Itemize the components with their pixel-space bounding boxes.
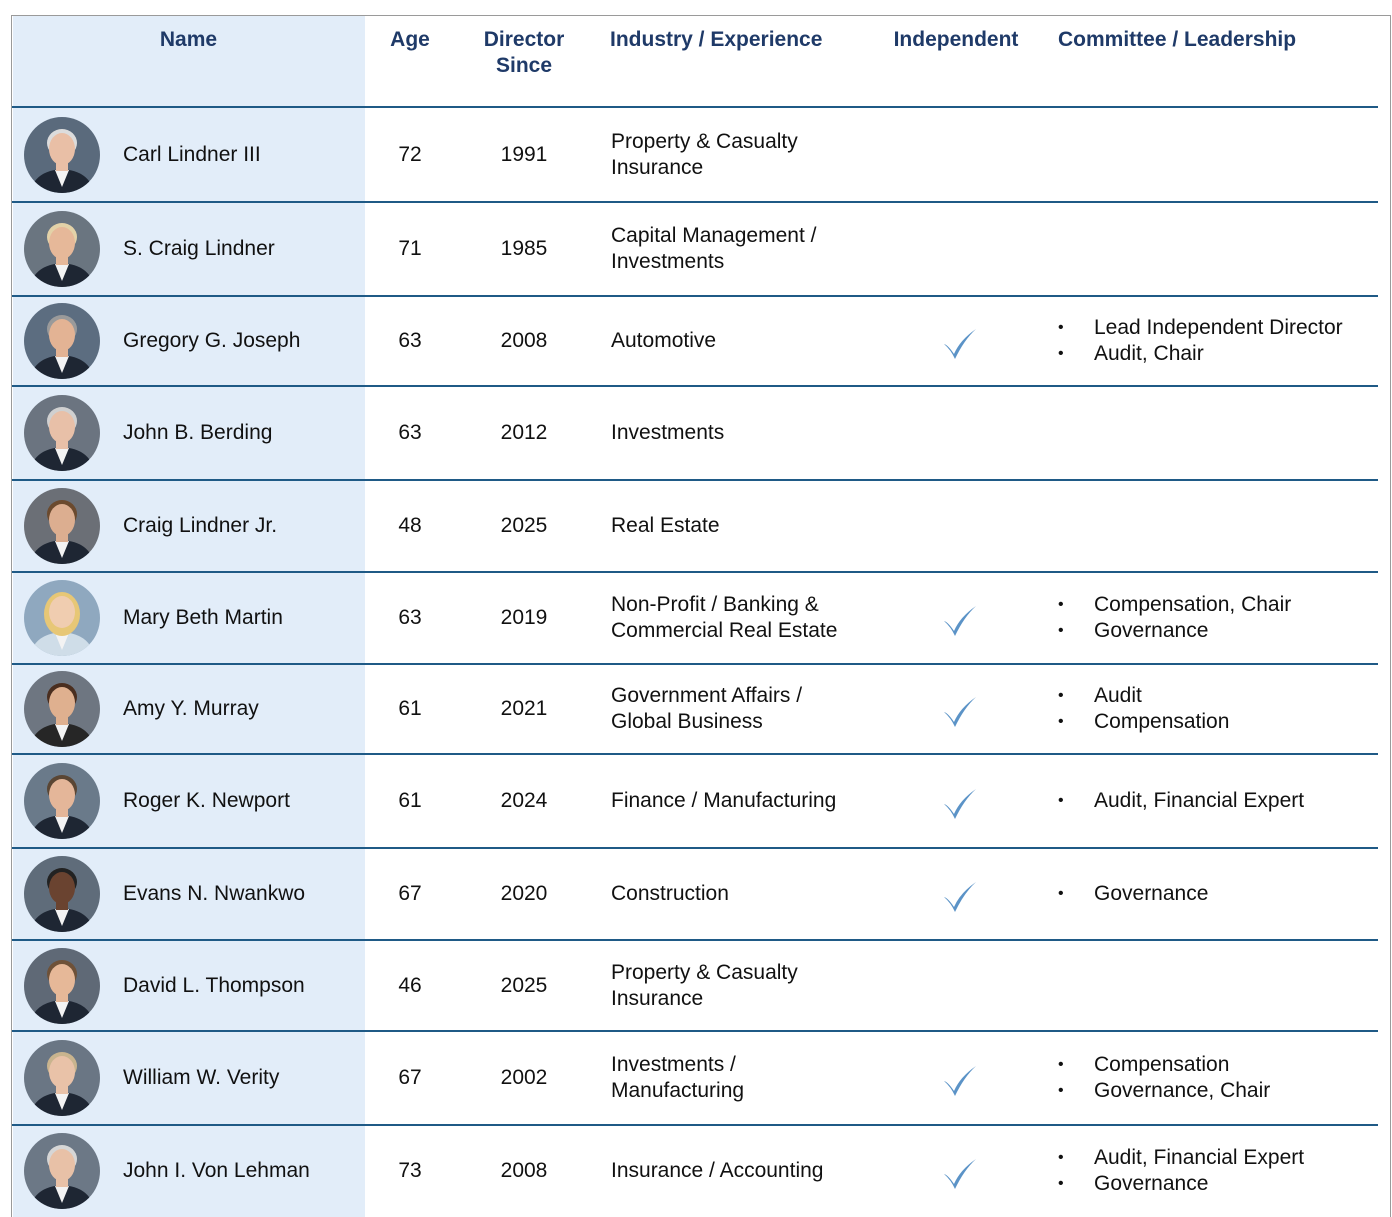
row-divider (12, 571, 1378, 573)
director-industry (611, 960, 881, 1012)
director-industry (611, 1052, 881, 1104)
industry-line: Government Affairs / (611, 684, 803, 707)
committee-item: • Governance (1058, 1171, 1304, 1197)
director-photo (24, 948, 100, 1024)
director-name: John B. Berding (123, 421, 273, 444)
director-age: 63 (398, 329, 422, 352)
industry-line: Automotive (611, 329, 717, 352)
director-name: Evans N. Nwankwo (123, 882, 306, 905)
row-divider (12, 663, 1378, 665)
director-industry (611, 881, 881, 907)
director-industry (611, 129, 881, 181)
industry-line: Commercial Real Estate (611, 619, 838, 642)
checkmark-icon (942, 1156, 978, 1190)
director-since: 1985 (500, 237, 548, 260)
row-divider (12, 295, 1378, 297)
header-age: Age (390, 28, 430, 51)
director-since: 2008 (500, 1159, 548, 1182)
director-photo (24, 488, 100, 564)
committee-item: • Lead Independent Director (1058, 315, 1343, 341)
director-name: Craig Lindner Jr. (123, 514, 278, 537)
director-name: Gregory G. Joseph (123, 329, 301, 352)
director-industry (611, 513, 881, 539)
director-age: 63 (398, 606, 422, 629)
industry-line: Finance / Manufacturing (611, 789, 837, 812)
director-since: 1991 (500, 143, 548, 166)
director-age: 72 (398, 143, 422, 166)
row-divider (12, 753, 1378, 755)
director-name: Amy Y. Murray (123, 697, 259, 720)
director-age: 67 (398, 882, 422, 905)
committee-item: • Governance (1058, 881, 1208, 907)
director-since: 2025 (500, 514, 548, 537)
committee-list (1058, 683, 1229, 735)
committee-list (1058, 881, 1208, 907)
row-divider (12, 106, 1378, 108)
industry-line: Manufacturing (611, 1079, 745, 1102)
row-divider (12, 385, 1378, 387)
director-industry (611, 328, 881, 354)
director-photo (24, 1040, 100, 1116)
committee-item: • Audit, Financial Expert (1058, 788, 1304, 814)
director-industry (611, 223, 881, 275)
director-age: 61 (398, 697, 422, 720)
industry-line: Property & Casualty (611, 960, 798, 984)
row-divider (12, 479, 1378, 481)
industry-line: Capital Management / (611, 224, 817, 247)
industry-line: Global Business (611, 710, 763, 733)
director-age: 61 (398, 789, 422, 812)
committee-item: • Audit (1058, 683, 1229, 709)
checkmark-icon (942, 1063, 978, 1097)
industry-line: Investments (611, 421, 725, 444)
checkmark-icon (942, 603, 978, 637)
director-photo (24, 1133, 100, 1209)
industry-line: Construction (611, 882, 729, 905)
director-photo (24, 580, 100, 656)
director-since: 2008 (500, 329, 548, 352)
board-table (11, 15, 1391, 1217)
director-photo (24, 211, 100, 287)
director-photo (24, 671, 100, 747)
director-industry (611, 592, 881, 644)
director-photo (24, 117, 100, 193)
committee-list (1058, 1052, 1270, 1104)
director-industry (611, 683, 881, 735)
director-photo (24, 763, 100, 839)
checkmark-icon (942, 694, 978, 728)
industry-line: Non-Profit / Banking & (611, 593, 819, 616)
committee-item: • Governance, Chair (1058, 1078, 1270, 1104)
row-divider (12, 1124, 1378, 1126)
row-divider (12, 939, 1378, 941)
industry-line: Insurance / Accounting (611, 1159, 824, 1182)
checkmark-icon (942, 879, 978, 913)
committee-list (1058, 788, 1304, 814)
director-name: John I. Von Lehman (123, 1159, 310, 1182)
director-since: 2012 (500, 421, 548, 444)
director-age: 63 (398, 421, 422, 444)
director-since: 2021 (500, 697, 548, 720)
director-industry (611, 420, 881, 446)
director-since: 2020 (500, 882, 548, 905)
director-age: 46 (398, 973, 422, 997)
header-committee: Committee / Leadership (1058, 28, 1297, 51)
header-industry: Industry / Experience (610, 28, 823, 51)
committee-item: • Compensation, Chair (1058, 592, 1291, 618)
committee-item: • Compensation (1058, 709, 1229, 735)
director-name: Carl Lindner III (123, 143, 261, 166)
header-name: Name (159, 28, 218, 51)
director-photo (24, 856, 100, 932)
director-since: 2019 (500, 606, 548, 629)
director-age: 71 (398, 237, 422, 260)
committee-list (1058, 592, 1291, 644)
director-name: Roger K. Newport (123, 789, 290, 812)
committee-item: • Audit, Financial Expert (1058, 1145, 1304, 1171)
header-independent: Independent (893, 28, 1019, 51)
industry-line: Investments (611, 250, 725, 273)
checkmark-icon (942, 786, 978, 820)
checkmark-icon (942, 326, 978, 360)
committee-item: • Compensation (1058, 1052, 1270, 1078)
industry-line: Insurance (611, 986, 704, 1010)
industry-line: Real Estate (611, 514, 720, 537)
industry-line: Insurance (611, 156, 704, 179)
header-director-since: Director Since (483, 28, 565, 77)
director-age: 48 (398, 514, 422, 537)
committee-item: • Audit, Chair (1058, 341, 1343, 367)
director-name: David L. Thompson (123, 973, 305, 997)
director-industry (611, 788, 881, 814)
director-age: 67 (398, 1066, 422, 1089)
row-divider (12, 1030, 1378, 1032)
director-name: William W. Verity (123, 1066, 280, 1089)
director-photo (24, 395, 100, 471)
director-name: S. Craig Lindner (123, 237, 275, 260)
committee-list (1058, 315, 1343, 367)
industry-line: Investments / (611, 1053, 736, 1076)
director-since: 2024 (500, 789, 548, 812)
committee-list (1058, 1145, 1304, 1197)
committee-item: • Governance (1058, 618, 1291, 644)
director-since: 2025 (500, 973, 548, 997)
director-industry (611, 1158, 881, 1184)
director-photo (24, 303, 100, 379)
director-age: 73 (398, 1159, 422, 1182)
industry-line: Property & Casualty (611, 130, 798, 153)
director-name: Mary Beth Martin (123, 606, 283, 629)
row-divider (12, 847, 1378, 849)
director-since: 2002 (500, 1066, 548, 1089)
row-divider (12, 201, 1378, 203)
